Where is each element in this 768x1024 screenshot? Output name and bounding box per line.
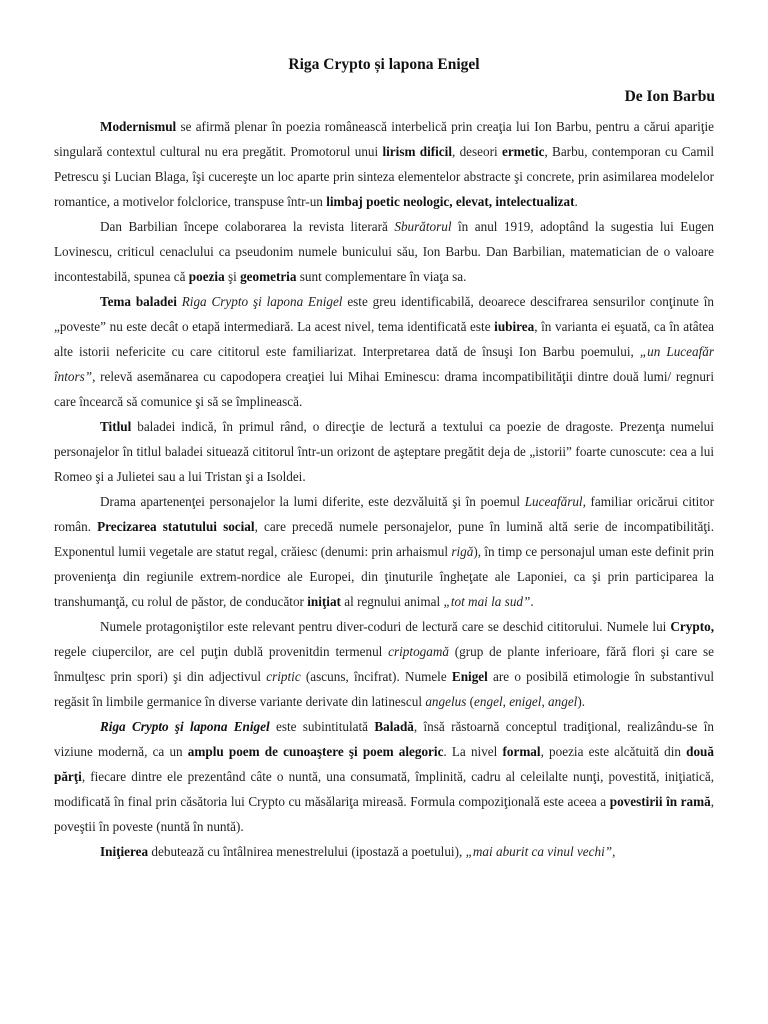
text-run: povestirii în ramă bbox=[609, 794, 711, 809]
text-run: iniţiat bbox=[307, 594, 341, 609]
text-run: . bbox=[530, 594, 534, 609]
paragraph bbox=[54, 714, 714, 839]
text-run: , fiecare dintre ele prezentând câte o nuntă, una consumată, împlinită, cadru al celeilalte nunţi, povestită, iniţiatică, modificată în final prin căsătoria lui Crypto cu măsălariţa mireasă. Formula compoziţională este aceea a bbox=[54, 769, 714, 809]
text-run: engel bbox=[474, 694, 503, 709]
text-run: , bbox=[502, 694, 510, 709]
text-run: sunt complementare în viaţa sa. bbox=[296, 269, 467, 284]
paragraph bbox=[54, 214, 714, 289]
text-run: Riga Crypto şi lapona Enigel bbox=[100, 719, 270, 734]
text-run: rigă bbox=[451, 544, 474, 559]
text-run: poezia bbox=[188, 269, 225, 284]
text-run: „tot mai la sud” bbox=[443, 594, 531, 609]
paragraph bbox=[54, 414, 714, 489]
text-run: , poezia este alcătuită din bbox=[540, 744, 687, 759]
text-run: , însă răstoarnă conceptul tradiţional, realizându-se în viziune modernă, ca un bbox=[54, 719, 714, 759]
text-run: ( bbox=[466, 694, 475, 709]
document-author: De Ion Barbu bbox=[624, 88, 715, 105]
text-run: iubirea bbox=[494, 319, 535, 334]
text-run: Iniţierea bbox=[100, 844, 149, 859]
text-run: Precizarea statutului social bbox=[97, 519, 255, 534]
text-run: baladei indică, în primul rând, o direcţie de lectură a textului ca poezie de dragoste. Prezenţa numelui personajelor în titlul baladei situează cititorul într-un orizont de aşteptare pregătit deja de „istorii” foarte cunoscute: cea a lui Romeo şi a Julietei sau a lui Tristan şi a Isoldei. bbox=[54, 419, 714, 484]
text-run: criptogamă bbox=[388, 644, 449, 659]
text-run: Riga Crypto şi lapona Enigel bbox=[181, 294, 343, 309]
text-run: angel bbox=[548, 694, 578, 709]
text-run: două părţi bbox=[54, 744, 714, 784]
text-run: şi bbox=[224, 269, 241, 284]
text-run: , bbox=[541, 694, 549, 709]
text-run: . La nivel bbox=[443, 744, 503, 759]
text-run: este greu identificabilă, deoarece descifrarea sensurilor conţinute în „poveste” nu este decât o etapă intermediară. La acest nivel, tema identificată este bbox=[54, 294, 714, 334]
text-run: (grup de plante inferioare, fără flori şi care se înmulţesc prin spori) şi din adjectivul bbox=[54, 644, 714, 684]
text-run: regele ciupercilor, are cel puţin dublă provenitdin termenul bbox=[54, 644, 389, 659]
text-run: , Barbu, contemporan cu Camil Petrescu şi Lucian Blaga, îşi cucereşte un loc aparte prin sinteza elementelor abstracte şi concrete, prin asimilarea modelelor romantice, a motivelor folclorice, transpuse într-un bbox=[54, 144, 714, 209]
text-run: „mai aburit ca vinul vechi” bbox=[465, 844, 613, 859]
text-run: se afirmă plenar în poezia românească interbelică prin creaţia lui Ion Barbu, pentru a cărui apariţie singulară contextul cultural nu era pregătit. Promotorul unui bbox=[54, 119, 714, 159]
text-run: Enigel bbox=[451, 669, 488, 684]
text-run: , care precedă numele personajelor, pune în lumină altă serie de incompatibilităţi. Exponentul lumii vegetale are statut regal, crăiesc (denumi: prin arhaismul bbox=[54, 519, 714, 559]
text-run: , bbox=[612, 844, 616, 859]
text-run: , deseori bbox=[451, 144, 502, 159]
text-run: , în varianta ei eşuată, ca în atâtea alte istorii nefericite cu care cititorul este familiarizat. Interpretarea dată de însuşi Ion Barbu poemului, bbox=[54, 319, 714, 359]
text-run: al regnului animal bbox=[340, 594, 444, 609]
document-title: Riga Crypto și lapona Enigel bbox=[288, 56, 480, 73]
text-run: are o posibilă etimologie în substantivul regăsit în limbile germanice în diverse variante derivate din latinescul bbox=[54, 669, 714, 709]
text-run: . bbox=[574, 194, 578, 209]
text-run: , poveştii în poveste (nuntă în nuntă). bbox=[54, 794, 714, 834]
text-run: geometria bbox=[240, 269, 297, 284]
text-run: Sburătorul bbox=[394, 219, 452, 234]
text-run: (ascuns, încifrat). Numele bbox=[300, 669, 452, 684]
text-run: criptic bbox=[266, 669, 301, 684]
paragraph bbox=[54, 289, 714, 414]
text-run: , relevă asemănarea cu capodopera creaţiei lui Mihai Eminescu: drama incompatibilităţii dintre două lumi/ regnuri care încearcă să comunice şi să se împlinească. bbox=[54, 369, 714, 409]
text-run: Numele protagoniştilor este relevant pentru diver-coduri de lectură care se deschid cititorului. Numele lui bbox=[100, 619, 671, 634]
text-run: debutează cu întâlnirea menestrelului (ipostază a poetului), bbox=[148, 844, 466, 859]
text-run: ), în timp ce personajul uman este definit prin provenienţa din regiunile extrem-nordice ale Europei, din ţinuturile îngheţate ale Laponiei, ca şi prin participarea la transhumanţă, cu rolul de păstor, de conducător bbox=[54, 544, 715, 609]
text-run bbox=[100, 719, 270, 734]
paragraph bbox=[54, 839, 714, 864]
text-run: Crypto, bbox=[670, 619, 714, 634]
text-run: Drama apartenenţei personajelor la lumi diferite, este dezvăluită şi în poemul bbox=[100, 494, 525, 509]
text-run: ). bbox=[577, 694, 586, 709]
text-run: Baladă bbox=[374, 719, 414, 734]
paragraph bbox=[54, 614, 714, 714]
text-run: Tema baladei bbox=[100, 294, 177, 309]
text-run: ermetic bbox=[501, 144, 545, 159]
text-run: în anul 1919, adoptând la sugestia lui Eugen Lovinescu, criticul cenaclului ca pseudonim numele bunicului său, Ion Barbu. Dan Barbilian, matematician de o valoare incontestabilă, spunea că bbox=[54, 219, 714, 284]
text-run: Dan Barbilian începe colaborarea la revista literară bbox=[100, 219, 395, 234]
text-run: angelus bbox=[425, 694, 467, 709]
text-run: formal bbox=[502, 744, 541, 759]
paragraph bbox=[54, 489, 714, 614]
text-run: lirism dificil bbox=[382, 144, 452, 159]
text-run: Titlul bbox=[100, 419, 132, 434]
text-run: amplu poem de cunoaştere şi poem alegoric bbox=[187, 744, 444, 759]
text-run: enigel bbox=[509, 694, 542, 709]
document-body bbox=[54, 114, 714, 864]
text-run: este subintitulată bbox=[269, 719, 375, 734]
text-run: „un Luceafăr întors” bbox=[54, 344, 714, 384]
paragraph bbox=[54, 114, 714, 214]
text-run: Luceafărul, bbox=[524, 494, 586, 509]
text-run: familiar oricărui cititor român. bbox=[54, 494, 714, 534]
text-run: limbaj poetic neologic, elevat, intelectualizat bbox=[326, 194, 575, 209]
text-run: Modernismul bbox=[100, 119, 177, 134]
